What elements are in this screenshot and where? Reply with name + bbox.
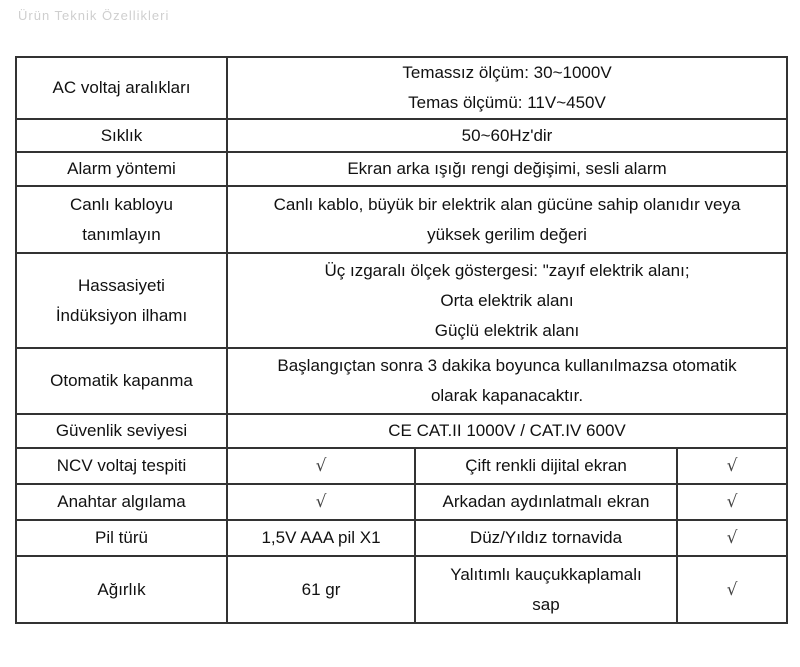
table-row	[16, 448, 787, 484]
value-line: Canlı kablo, büyük bir elektrik alan gücüne sahip olanıdır veya	[273, 194, 741, 214]
check-mark: √	[677, 484, 787, 520]
feature-line: Yalıtımlı kauçukkaplamalı	[450, 564, 642, 584]
row-value: 1,5V AAA pil X1	[227, 520, 415, 556]
row-value: 61 gr	[227, 556, 415, 623]
value-line: Orta elektrik alanı	[440, 290, 574, 310]
row-label: AC voltaj aralıkları	[16, 57, 227, 119]
row-label: Alarm yöntemi	[16, 152, 227, 186]
row-value: Ekran arka ışığı rengi değişimi, sesli alarm	[227, 152, 787, 186]
value-line: Temas ölçümü: 11V~450V	[408, 93, 606, 112]
table-row	[16, 520, 787, 556]
feature-line: sap	[532, 594, 560, 614]
table-row	[16, 484, 787, 520]
row-value: CE CAT.II 1000V / CAT.IV 600V	[227, 414, 787, 448]
feature-label: Arkadan aydınlatmalı ekran	[415, 484, 677, 520]
label-line: Canlı kabloyu	[69, 194, 173, 214]
row-label: Anahtar algılama	[16, 484, 227, 520]
row-label: Ağırlık	[16, 556, 227, 623]
table-row	[16, 186, 787, 253]
value-line: olarak kapanacaktır.	[430, 386, 584, 405]
row-value	[227, 186, 787, 253]
row-label: NCV voltaj tespiti	[16, 448, 227, 484]
check-mark: √	[677, 448, 787, 484]
value-line: yüksek gerilim değeri	[427, 224, 587, 244]
check-mark: √	[227, 484, 415, 520]
row-value	[227, 348, 787, 414]
row-label: Güvenlik seviyesi	[16, 414, 227, 448]
check-mark: √	[227, 448, 415, 484]
row-value	[227, 57, 787, 119]
table-row	[16, 556, 787, 623]
check-mark: √	[677, 556, 787, 623]
label-line: Hassasiyeti	[78, 275, 165, 295]
feature-label: Çift renkli dijital ekran	[415, 448, 677, 484]
value-line: Başlangıçtan sonra 3 dakika boyunca kullanılmazsa otomatik	[277, 356, 737, 375]
value-line: Güçlü elektrik alanı	[434, 320, 580, 340]
table-row	[16, 348, 787, 414]
row-value: 50~60Hz'dir	[227, 119, 787, 152]
table-row	[16, 119, 787, 152]
check-mark: √	[677, 520, 787, 556]
row-label	[16, 253, 227, 348]
label-line: İndüksiyon ilhamı	[55, 305, 188, 325]
feature-label: Düz/Yıldız tornavida	[415, 520, 677, 556]
table-row	[16, 152, 787, 186]
feature-label	[415, 556, 677, 623]
table-row	[16, 57, 787, 119]
row-label: Pil türü	[16, 520, 227, 556]
table-row	[16, 253, 787, 348]
value-line: Üç ızgaralı ölçek göstergesi: "zayıf elektrik alanı;	[324, 260, 690, 280]
faded-page-title: Ürün Teknik Özellikleri	[18, 8, 170, 23]
spec-table	[15, 56, 788, 624]
row-value	[227, 253, 787, 348]
table-row	[16, 414, 787, 448]
label-line: tanımlayın	[82, 224, 161, 244]
row-label	[16, 186, 227, 253]
row-label: Otomatik kapanma	[16, 348, 227, 414]
value-line: Temassız ölçüm: 30~1000V	[402, 63, 612, 82]
row-label: Sıklık	[16, 119, 227, 152]
